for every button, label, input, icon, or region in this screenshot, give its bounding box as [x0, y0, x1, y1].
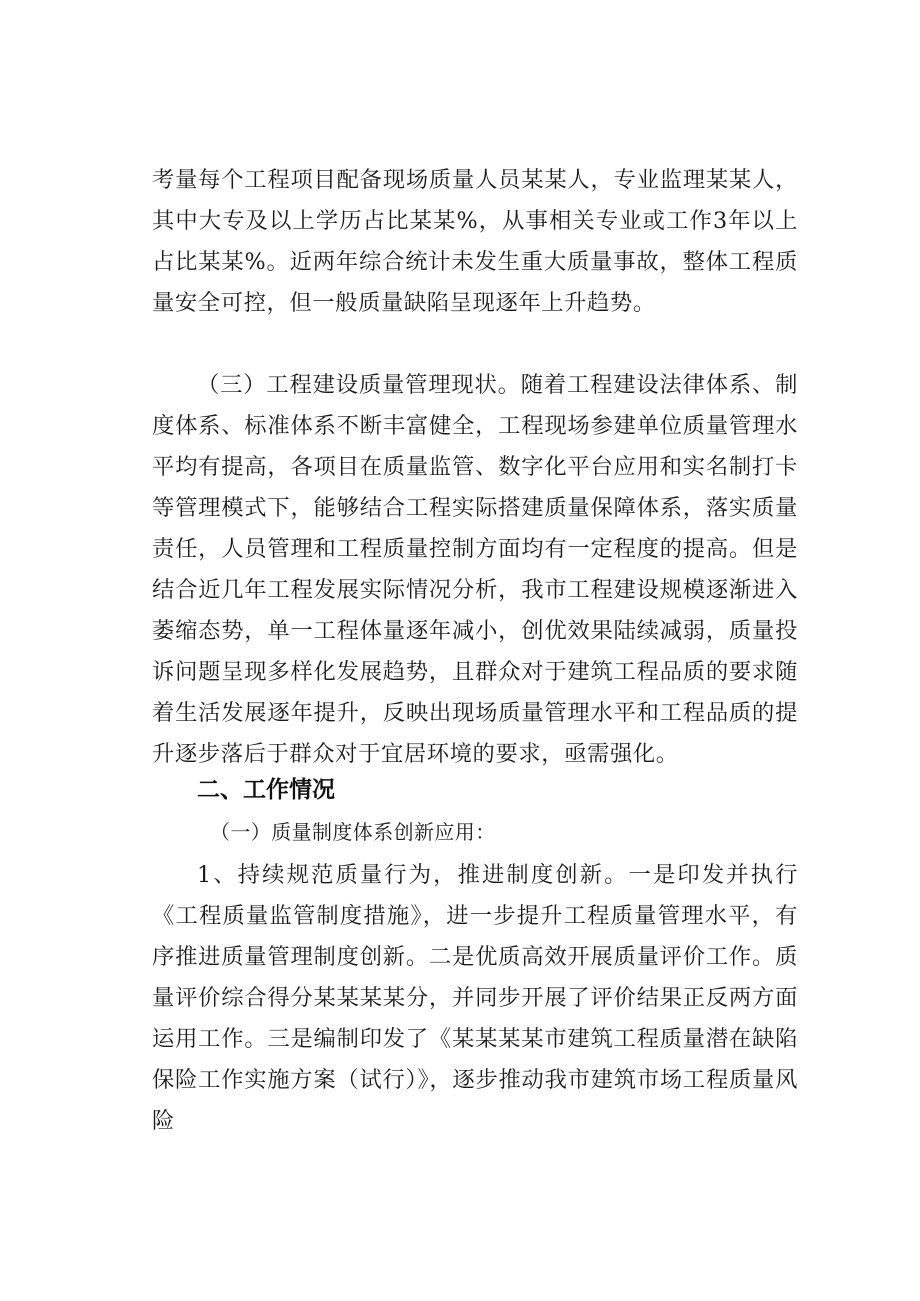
paragraph-standardize-quality-behavior: 1、持续规范质量行为，推进制度创新。一是印发并执行《工程质量监管制度措施》，进一步提升工程质量管理水平，有序推进质量管理制度创新。二是优质高效开展质量评价工作。质量评价综合得分某某某某分，并同步开展了评价结果正反两方面运用工作。三是编制印发了《某某某某市建筑工程质量潜在缺陷保险工作实施方案（试行）》，逐步推动我市建筑市场工程质量风险 — [152, 862, 798, 1134]
paragraph-quality-management-status: （三）工程建设质量管理现状。随着工程建设法律体系、制度体系、标准体系不断丰富健全，工程现场参建单位质量管理水平均有提高，各项目在质量监管、数字化平台应用和实名制打卡等管理模式下，能够结合工程实际搭建质量保障体系，落实质量责任，人员管理和工程质量控制方面均有一定程度的提高。但是结合近几年工程发展实际情况分析，我市工程建设规模逐渐进入萎缩态势，单一工程体量逐年减小，创优效果陆续减弱，质量投诉问题呈现多样化发展趋势，且群众对于建筑工程品质的要求随着生活发展逐年提升，反映出现场质量管理水平和工程品质的提升逐步落后于群众对于宜居环境的要求，亟需强化。 — [152, 372, 798, 767]
paragraph-quality-staff-statistics: 考量每个工程项目配备现场质量人员某某人，专业监理某某人，其中大专及以上学历占比某某%，从事相关专业或工作3年以上占比某某%。近两年综合统计未发生重大质量事故，整体工程质量安全可控，但一般质量缺陷呈现逐年上升趋势。 — [152, 167, 798, 316]
subsection-heading-quality-system: （一）质量制度体系创新应用： — [210, 820, 496, 844]
section-heading-work-situation: 二、工作情况 — [197, 777, 335, 803]
